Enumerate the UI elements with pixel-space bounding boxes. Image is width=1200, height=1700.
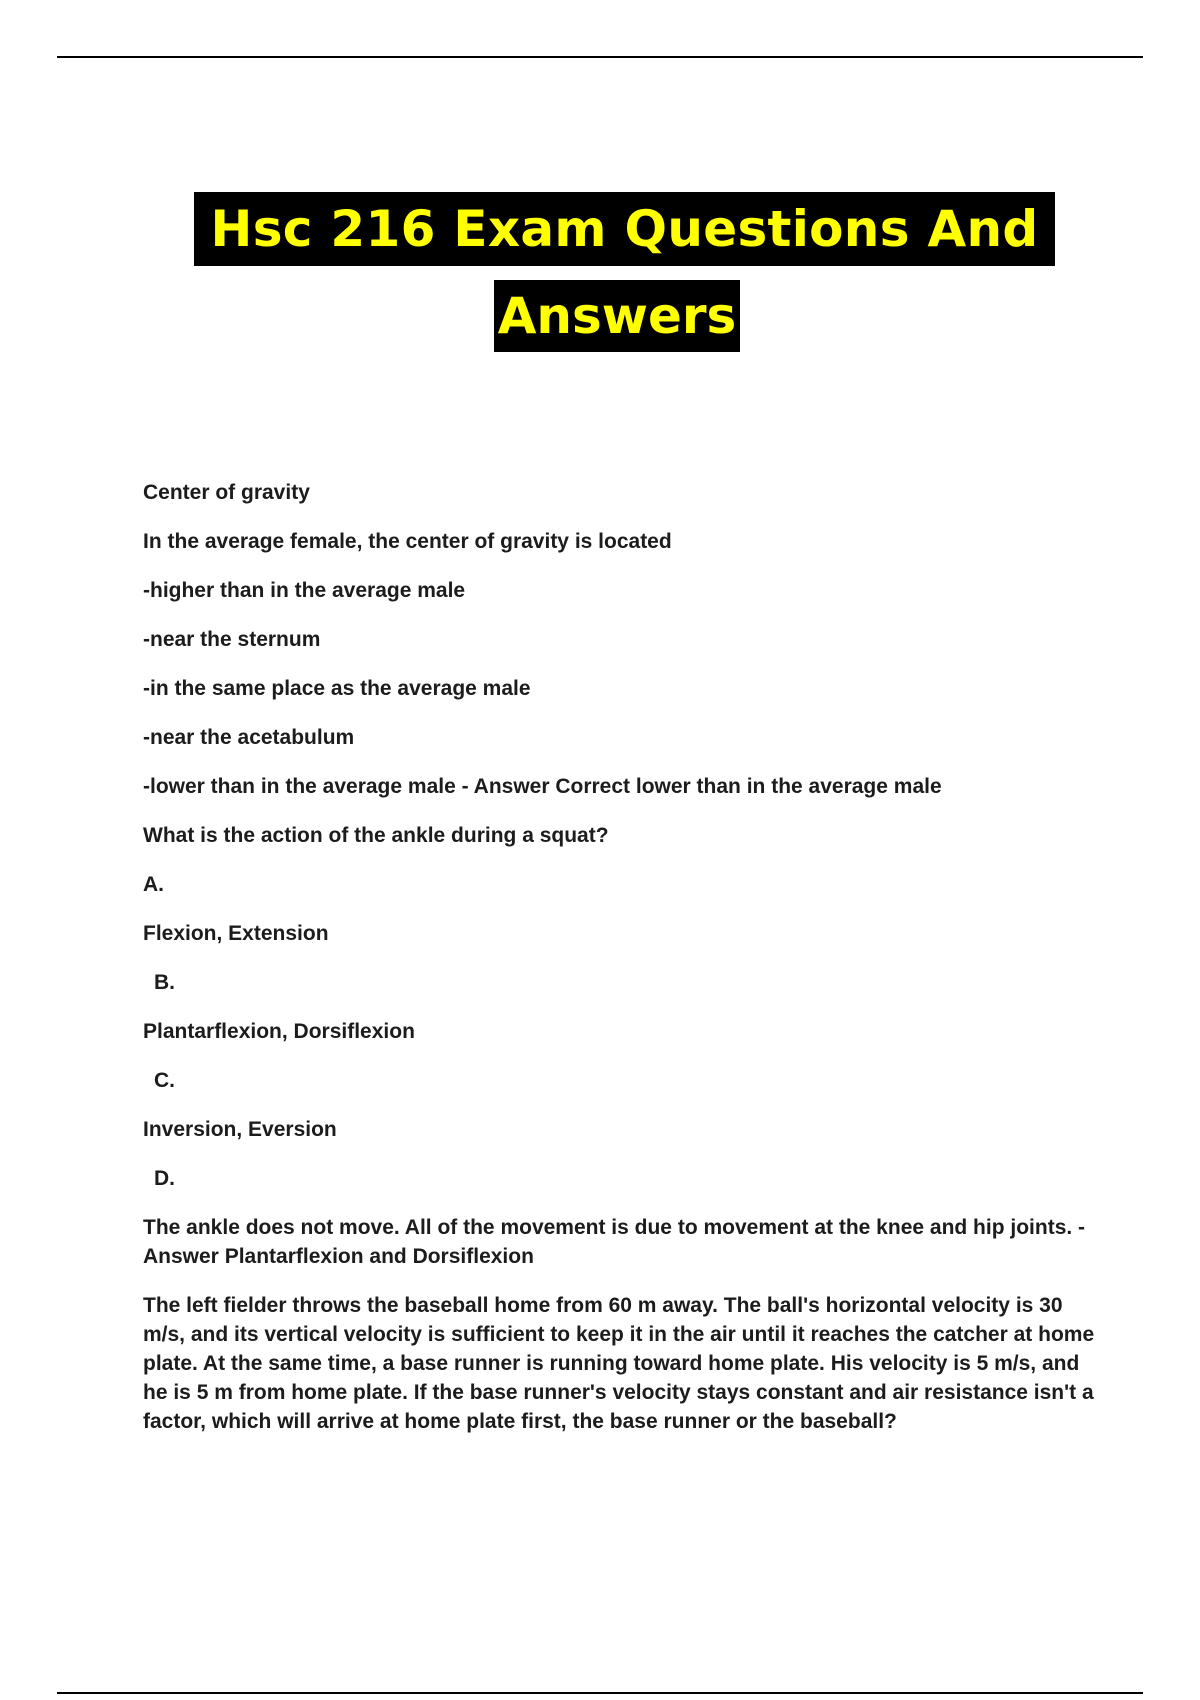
paragraph: D. — [154, 1167, 175, 1190]
paragraph: In the average female, the center of gravity is located — [143, 530, 672, 553]
paragraph: A. — [143, 873, 164, 896]
paragraph: -near the sternum — [143, 628, 321, 651]
title-line-2: Answers — [494, 280, 740, 352]
paragraph: The left fielder throws the baseball home from 60 m away. The ball's horizontal velocity is 30 m/s, and its vertical velocity is sufficient to keep it in the air until it reaches the catcher at home plate. At the same time, a base runner is running toward home plate. His velocity is 5 m/s, and he is 5 m from home plate. If the base runner's velocity stays constant and air resistance isn't a factor, which will arrive at home plate first, the base runner or the baseball? — [143, 1294, 1095, 1433]
paragraph: Plantarflexion, Dorsiflexion — [143, 1020, 415, 1043]
paragraph: -lower than in the average male - Answer Correct lower than in the average male — [143, 775, 942, 798]
paragraph: Inversion, Eversion — [143, 1118, 337, 1141]
paragraph: -in the same place as the average male — [143, 677, 531, 700]
paragraph: The ankle does not move. All of the movement is due to movement at the knee and hip joints. - Answer Plantarflexion and Dorsiflexion — [143, 1216, 1086, 1268]
paragraph: -higher than in the average male — [143, 579, 466, 602]
paragraph: C. — [154, 1069, 175, 1092]
bottom-divider — [57, 1692, 1143, 1694]
paragraph: Flexion, Extension — [143, 922, 329, 945]
paragraph: What is the action of the ankle during a squat? — [143, 824, 609, 847]
paragraph: B. — [154, 971, 175, 994]
paragraph: -near the acetabulum — [143, 726, 355, 749]
title-line-1: Hsc 216 Exam Questions And — [194, 192, 1055, 266]
paragraph: Center of gravity — [143, 481, 310, 504]
document-body — [143, 478, 1103, 1456]
top-divider — [57, 56, 1143, 58]
